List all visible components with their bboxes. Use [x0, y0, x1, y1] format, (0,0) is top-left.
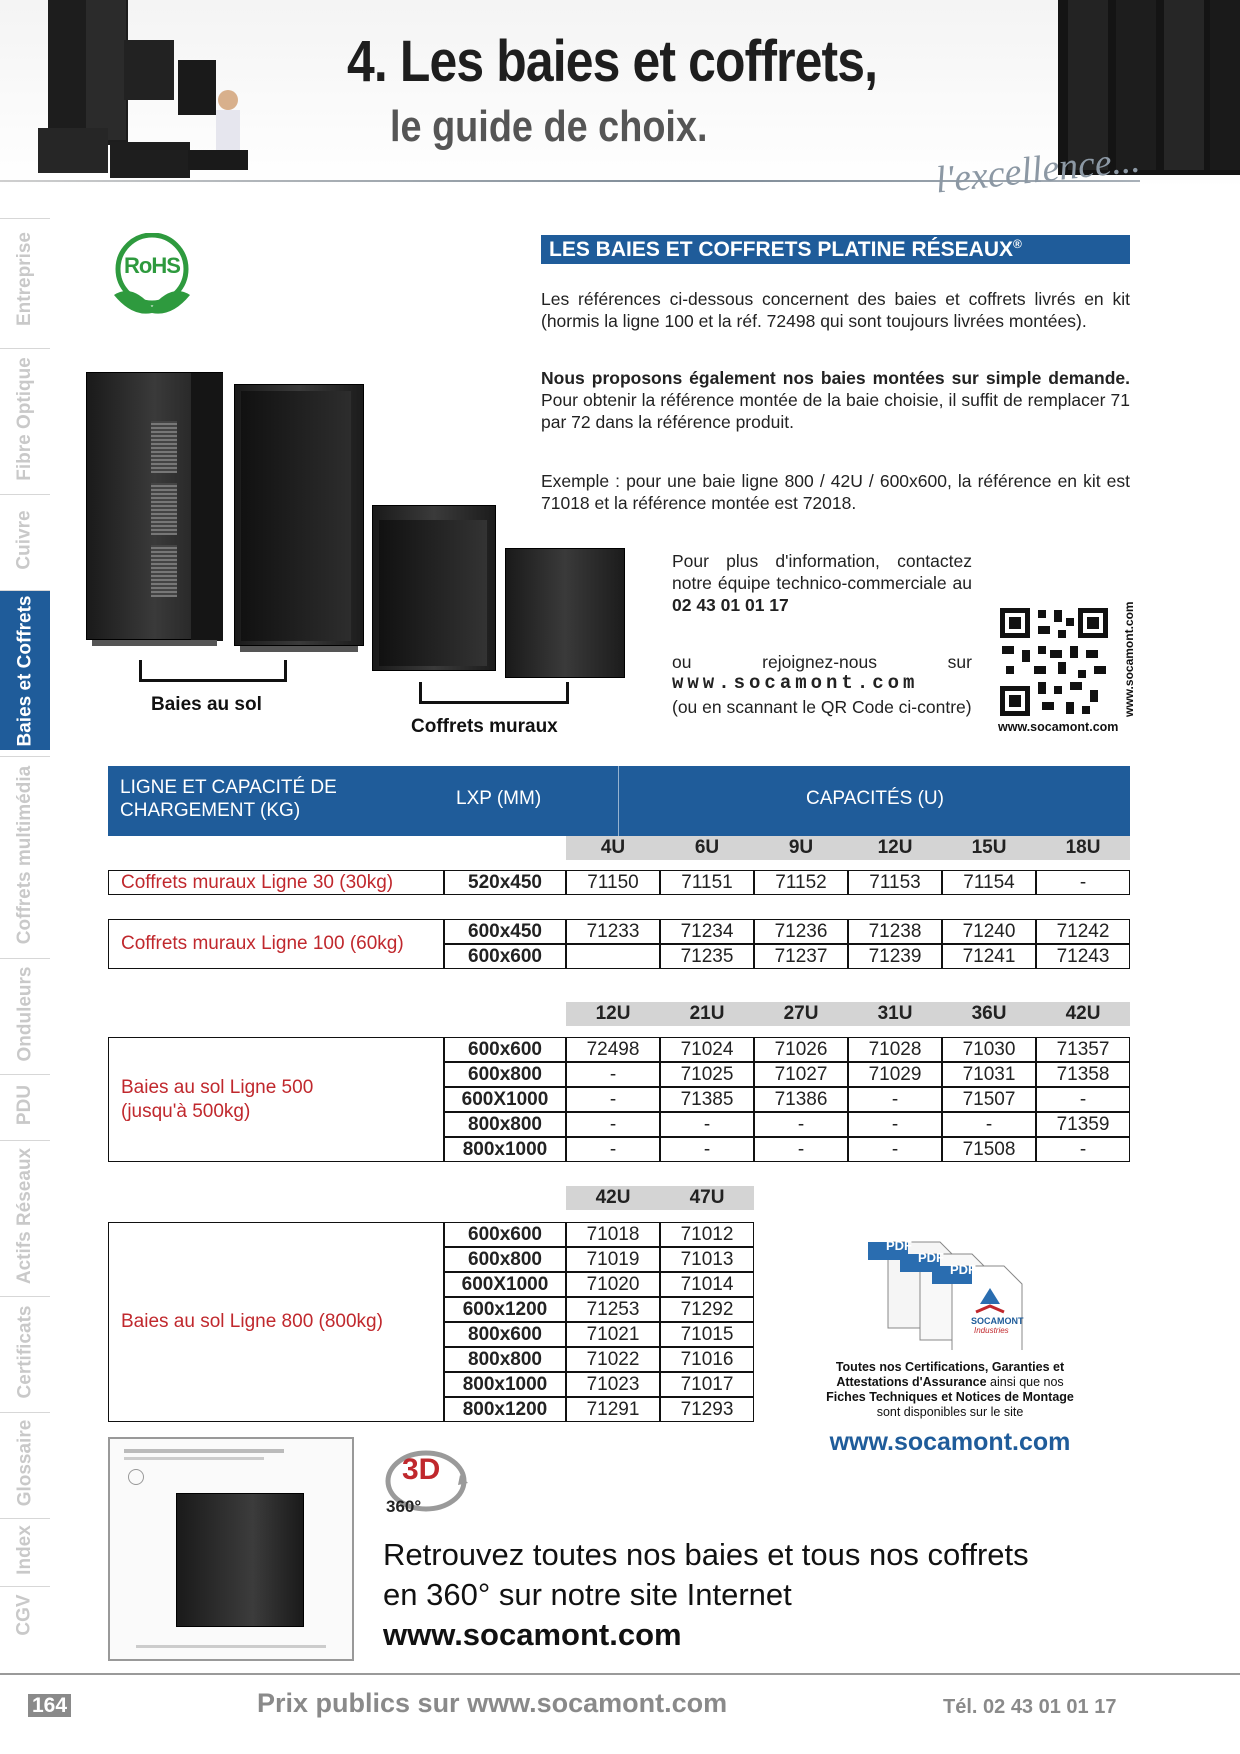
example-paragraph: Exemple : pour une baie ligne 800 / 42U / 600x600, la référence en kit est 71018 et la référence montée est 72018. — [541, 471, 1130, 513]
ref-cell: 71359 — [1036, 1112, 1130, 1137]
ref-cell: 71019 — [566, 1247, 660, 1272]
page-subtitle: le guide de choix. — [390, 102, 708, 151]
ref-cell: 71026 — [754, 1037, 848, 1062]
ref-cell: - — [848, 1137, 942, 1162]
ref-cell: 71024 — [660, 1037, 754, 1062]
ref-cell: 71236 — [754, 919, 848, 944]
contact-paragraph: Pour plus d'information, contactez notre équipe technico-commerciale au 02 43 01 01 17 — [672, 551, 972, 615]
qr-hint-text: (ou en scannant le QR Code ci-contre) — [672, 697, 972, 717]
qr-side-caption: www.socamont.com — [1122, 601, 1136, 717]
pdf-documents-icon[interactable] — [868, 1232, 1028, 1350]
size-cell: 600x800 — [444, 1247, 566, 1272]
ref-cell: 71253 — [566, 1297, 660, 1322]
ref-cell: 71508 — [942, 1137, 1036, 1162]
promo-line-2: en 360° sur notre site Internet — [383, 1577, 792, 1612]
nav-item-certificats[interactable]: Certificats — [0, 1296, 50, 1406]
ref-cell: 71028 — [848, 1037, 942, 1062]
row-label-text: Baies au sol Ligne 500 (jusqu'à 500kg) — [121, 1076, 314, 1122]
size-cell: 520x450 — [444, 870, 566, 895]
rohs-label: RoHS — [124, 253, 180, 278]
ref-cell: 71018 — [566, 1222, 660, 1247]
ref-cell: 71237 — [754, 944, 848, 969]
bracket-floor — [139, 660, 287, 682]
nav-item-entreprise[interactable]: Entreprise — [0, 218, 50, 338]
nav-item-cgv[interactable]: CGV — [0, 1586, 50, 1642]
footer-prices-link[interactable]: Prix publics sur www.socamont.com — [257, 1688, 728, 1718]
ref-cell: 71031 — [942, 1062, 1036, 1087]
pdf-caption: Toutes nos Certifications, Garanties et Attestations d'Assurance ainsi que nos Fiches Techniques et Notices de Montage sont disponibles sur le site — [826, 1360, 1074, 1419]
ref-cell: 71154 — [942, 870, 1036, 895]
size-cell: 800x1000 — [444, 1372, 566, 1397]
nav-item-fibre-optique[interactable]: Fibre Optique — [0, 348, 50, 488]
ref-cell: - — [566, 1112, 660, 1137]
qr-caption: www.socamont.com — [998, 720, 1119, 734]
ref-cell: 71153 — [848, 870, 942, 895]
pdf-tag: PDF — [918, 1250, 944, 1265]
promo-text — [383, 1535, 1029, 1655]
ref-cell: 71022 — [566, 1347, 660, 1372]
ref-cell: 71150 — [566, 870, 660, 895]
nav-item-pdu[interactable]: PDU — [0, 1074, 50, 1134]
pdf-tag: PDF — [886, 1238, 912, 1253]
promo-line-1: Retrouvez toutes nos baies et tous nos coffrets — [383, 1537, 1029, 1572]
floor-cabinet-mesh — [86, 372, 223, 640]
size-cell: 800x800 — [444, 1347, 566, 1372]
ref-cell: 71234 — [660, 919, 754, 944]
ref-cell: - — [566, 1137, 660, 1162]
size-cell: 600x600 — [444, 1222, 566, 1247]
ref-cell: 71291 — [566, 1397, 660, 1422]
nav-item-glossaire[interactable]: Glossaire — [0, 1412, 50, 1512]
header-capacites: CAPACITÉS (U) — [806, 788, 944, 809]
ref-cell — [566, 944, 660, 969]
size-cell: 800x600 — [444, 1322, 566, 1347]
promo-url-link[interactable]: www.socamont.com — [383, 1617, 682, 1652]
page-number: 164 — [28, 1694, 71, 1717]
cap-header: 47U — [660, 1186, 754, 1210]
size-cell: 600x600 — [444, 944, 566, 969]
footer-rule — [0, 1673, 1240, 1675]
cap-header: 9U — [754, 836, 848, 860]
floor-cabinet-glass — [234, 384, 364, 646]
cap-header: 4U — [566, 836, 660, 860]
ref-cell: 71013 — [660, 1247, 754, 1272]
cap-header: 21U — [660, 1002, 754, 1026]
cap-header: 15U — [942, 836, 1036, 860]
ref-cell: 71029 — [848, 1062, 942, 1087]
ref-cell: 71030 — [942, 1037, 1036, 1062]
nav-item-actifs-reseaux[interactable]: Actifs Réseaux — [0, 1140, 50, 1290]
ref-cell: - — [660, 1112, 754, 1137]
cap-header: 12U — [848, 836, 942, 860]
size-cell: 600X1000 — [444, 1272, 566, 1297]
join-text: ou rejoignez-nous sur — [672, 652, 972, 672]
ref-cell: 71386 — [754, 1087, 848, 1112]
badge-360: 360° — [386, 1497, 422, 1516]
ref-cell: - — [660, 1137, 754, 1162]
ref-cell: 71235 — [660, 944, 754, 969]
ref-cell: 71151 — [660, 870, 754, 895]
size-cell: 600x450 — [444, 919, 566, 944]
size-cell: 800x1000 — [444, 1137, 566, 1162]
ref-cell: - — [1036, 1087, 1130, 1112]
row-label-ligne-100: Coffrets muraux Ligne 100 (60kg) — [108, 919, 444, 969]
size-cell: 800x1200 — [444, 1397, 566, 1422]
label-wall-cabinets: Coffrets muraux — [411, 716, 558, 737]
cap-header: 31U — [848, 1002, 942, 1026]
cap-header: 12U — [566, 1002, 660, 1026]
nav-item-onduleurs[interactable]: Onduleurs — [0, 958, 50, 1068]
ref-cell: - — [942, 1112, 1036, 1137]
ref-cell: 71243 — [1036, 944, 1130, 969]
ref-cell: 71017 — [660, 1372, 754, 1397]
ref-cell: 71014 — [660, 1272, 754, 1297]
ref-cell: - — [754, 1137, 848, 1162]
ref-cell: 71025 — [660, 1062, 754, 1087]
ref-cell: 71027 — [754, 1062, 848, 1087]
badge-3d: 3D — [402, 1453, 441, 1486]
wall-cabinet-closed — [505, 548, 625, 678]
ref-cell: 71507 — [942, 1087, 1036, 1112]
qr-code-icon[interactable] — [998, 606, 1110, 718]
ref-cell: 71016 — [660, 1347, 754, 1372]
ref-cell: 71012 — [660, 1222, 754, 1247]
size-cell: 600X1000 — [444, 1087, 566, 1112]
size-cell: 600x1200 — [444, 1297, 566, 1322]
cap-header: 42U — [566, 1186, 660, 1210]
row-label-ligne-500 — [108, 1037, 444, 1162]
ref-cell: 71242 — [1036, 919, 1130, 944]
row-label-ligne-30: Coffrets muraux Ligne 30 (30kg) — [108, 870, 444, 895]
footer-phone: Tél. 02 43 01 01 17 — [943, 1696, 1117, 1718]
ref-cell: 71015 — [660, 1322, 754, 1347]
ref-cell: - — [754, 1112, 848, 1137]
ref-cell: - — [848, 1112, 942, 1137]
ref-cell: 71021 — [566, 1322, 660, 1347]
ref-cell: 71238 — [848, 919, 942, 944]
nav-item-baies-et-coffrets[interactable]: Baies et Coffrets — [0, 590, 50, 750]
size-cell: 600x600 — [444, 1037, 566, 1062]
ref-cell: - — [848, 1087, 942, 1112]
tagline: l'excellence... — [933, 138, 1143, 202]
ref-cell: - — [566, 1087, 660, 1112]
ref-cell: 71292 — [660, 1297, 754, 1322]
ref-cell: 71152 — [754, 870, 848, 895]
cap-header: 18U — [1036, 836, 1130, 860]
cap-header: 36U — [942, 1002, 1036, 1026]
nav-item-cuivre[interactable]: Cuivre — [0, 494, 50, 584]
3d-360-badge — [380, 1445, 472, 1521]
page-title: 4. Les baies et coffrets, — [347, 29, 878, 94]
cap-header: 42U — [1036, 1002, 1130, 1026]
header-lxp: LXP (MM) — [456, 788, 542, 809]
ref-cell: 71239 — [848, 944, 942, 969]
size-cell: 600x800 — [444, 1062, 566, 1087]
row-label-ligne-800: Baies au sol Ligne 800 (800kg) — [108, 1222, 444, 1422]
ref-cell: - — [1036, 870, 1130, 895]
ref-cell: 72498 — [566, 1037, 660, 1062]
pdf-brand-sub: Industries — [974, 1326, 1009, 1335]
size-cell: 800x800 — [444, 1112, 566, 1137]
ref-cell: 71357 — [1036, 1037, 1130, 1062]
table-header — [108, 766, 1130, 836]
intro-paragraph: Les références ci-dessous concernent des baies et coffrets livrés en kit (hormis la ligne 100 et la réf. 72498 qui sont toujours livrées montées). — [541, 289, 1130, 331]
promo-thumbnail[interactable] — [108, 1437, 354, 1661]
ref-cell: 71020 — [566, 1272, 660, 1297]
wall-cabinet-glass — [372, 505, 496, 671]
section-title: LES BAIES ET COFFRETS PLATINE RÉSEAUX® — [541, 235, 1130, 264]
pdf-brand: SOCAMONT — [971, 1316, 1024, 1326]
bracket-wall — [419, 682, 569, 704]
ref-cell: 71233 — [566, 919, 660, 944]
mounted-paragraph: Nous proposons également nos baies montées sur simple demande. Pour obtenir la référence montée de la baie choisie, il suffit de remplacer 71 par 72 dans la référence produit. — [541, 368, 1130, 432]
cap-header: 27U — [754, 1002, 848, 1026]
ref-cell: 71023 — [566, 1372, 660, 1397]
contact-url-link[interactable]: www.socamont.com — [672, 672, 919, 694]
label-floor-cabinets: Baies au sol — [151, 694, 262, 715]
header-ligne: LIGNE ET CAPACITÉ DE CHARGEMENT (KG) — [120, 777, 337, 821]
ref-cell: 71385 — [660, 1087, 754, 1112]
ref-cell: 71293 — [660, 1397, 754, 1422]
ref-cell: 71240 — [942, 919, 1036, 944]
cap-header: 6U — [660, 836, 754, 860]
nav-item-index[interactable]: Index — [0, 1518, 50, 1580]
ref-cell: - — [1036, 1137, 1130, 1162]
rohs-logo — [108, 233, 196, 321]
nav-item-coffrets-multimedia[interactable]: Coffrets multimédia — [0, 756, 50, 952]
pdf-tag: PDF — [950, 1262, 976, 1277]
ref-cell: 71241 — [942, 944, 1036, 969]
ref-cell: - — [566, 1062, 660, 1087]
ref-cell: 71358 — [1036, 1062, 1130, 1087]
header-racks-photo — [28, 0, 288, 180]
pdf-site-link[interactable]: www.socamont.com — [829, 1428, 1071, 1456]
